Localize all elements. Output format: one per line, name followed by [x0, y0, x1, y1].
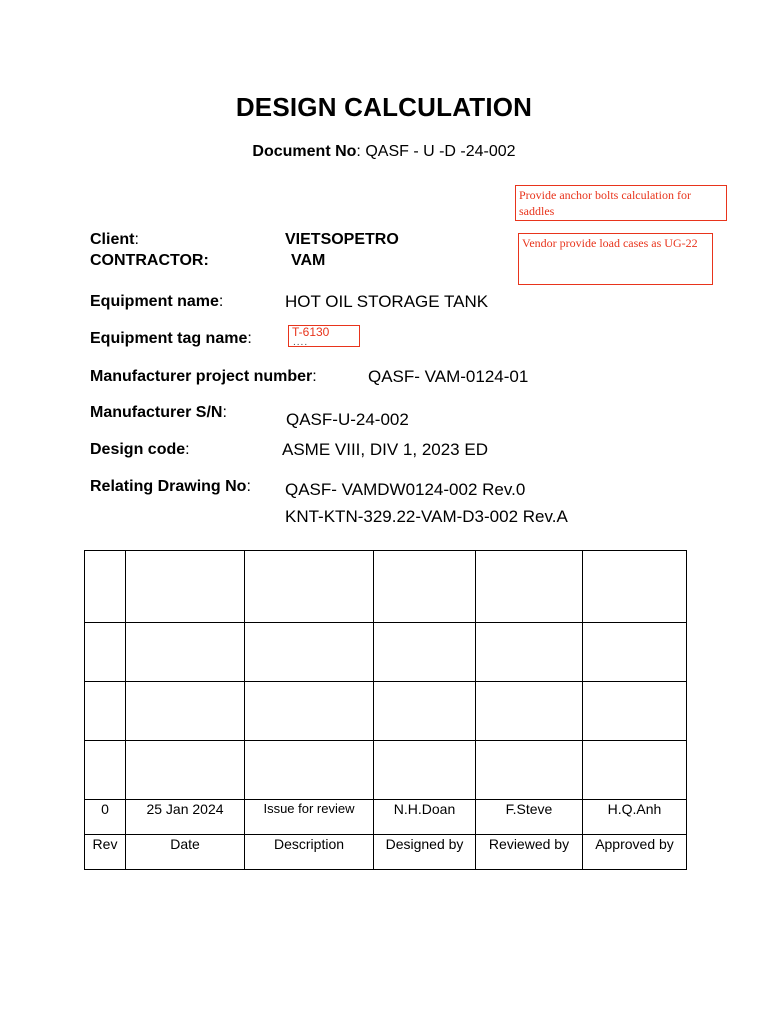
client-value: VIETSOPETRO [285, 231, 399, 248]
table-row [85, 623, 687, 682]
equipment-name-label: Equipment name: [90, 293, 224, 310]
drawing-value-2: KNT-KTN-329.22-VAM-D3-002 Rev.A [285, 507, 568, 526]
client-label: Client: [90, 231, 139, 248]
document-number-colon: : [356, 143, 361, 160]
rev-header: Rev [85, 835, 126, 870]
equipment-name-value: HOT OIL STORAGE TANK [285, 292, 489, 311]
contractor-label: CONTRACTOR: [90, 252, 209, 269]
document-number-label: Document No [252, 143, 357, 160]
document-number-value: QASF - U -D -24-002 [360, 143, 516, 160]
comment-load-cases: Vendor provide load cases as UG-22 [518, 233, 713, 285]
approved-by-cell: H.Q.Anh [583, 800, 687, 835]
document-number [0, 143, 768, 161]
date-header: Date [126, 835, 245, 870]
equipment-tag-dots: .... [293, 337, 309, 348]
manufacturer-sn-value: QASF-U-24-002 [286, 410, 409, 429]
table-row [85, 682, 687, 741]
table-row [85, 551, 687, 623]
drawing-label: Relating Drawing No: [90, 478, 251, 495]
comment-anchor-bolts: Provide anchor bolts calculation for saddles [515, 185, 727, 221]
designed-by-cell: N.H.Doan [374, 800, 476, 835]
manufacturer-sn-label: Manufacturer S/N: [90, 404, 227, 421]
revision-header-row [85, 835, 687, 870]
document-title: DESIGN CALCULATION [235, 92, 533, 122]
description-header: Description [245, 835, 374, 870]
equipment-tag-value [288, 325, 360, 347]
manufacturer-project-value: QASF- VAM-0124-01 [368, 367, 529, 386]
table-row [85, 741, 687, 800]
drawing-value-1: QASF- VAMDW0124-002 Rev.0 [285, 480, 526, 499]
reviewed-by-cell: F.Steve [476, 800, 583, 835]
rev-cell: 0 [85, 800, 126, 835]
description-cell: Issue for review [245, 800, 374, 835]
equipment-tag-label: Equipment tag name: [90, 330, 252, 347]
revision-row [85, 800, 687, 835]
equipment-tag-text: T-6130 [292, 325, 330, 339]
design-code-value: ASME VIII, DIV 1, 2023 ED [282, 440, 488, 459]
approved-by-header: Approved by [583, 835, 687, 870]
designed-by-header: Designed by [374, 835, 476, 870]
reviewed-by-header: Reviewed by [476, 835, 583, 870]
contractor-value: VAM [291, 252, 326, 269]
revision-table [84, 550, 687, 870]
manufacturer-project-label: Manufacturer project number: [90, 368, 317, 385]
date-cell: 25 Jan 2024 [126, 800, 245, 835]
design-code-label: Design code: [90, 441, 190, 458]
